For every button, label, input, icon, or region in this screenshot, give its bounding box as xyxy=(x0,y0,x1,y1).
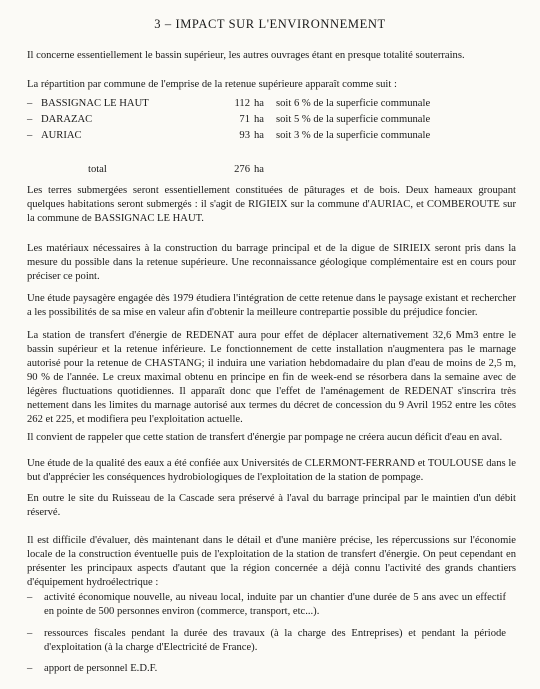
paragraph-submerged-lands: Les terres submergées seront essentiellement constituées de pâturages et de bois. Deux hameaux groupant quelques habitations seront submergés : il s'agit de RIGIEIX sur la commune d'AURIAC, et COMBEROUTE sur la commune de BASSIGNAC LE HAUT. xyxy=(27,185,516,224)
paragraph-repartition-intro: La répartition par commune de l'emprise de la retenue supérieure apparaît comme suit : xyxy=(27,79,397,90)
paragraph-no-deficit: Il convient de rappeler que cette station de transfert d'énergie par pompage ne créera aucun déficit d'eau en aval. xyxy=(27,432,503,443)
commune-share: soit 3 % de la superficie communale xyxy=(276,130,431,141)
bullet-text: apport de personnel E.D.F. xyxy=(44,663,158,674)
total-hectares: 276 xyxy=(234,164,250,175)
paragraph-landscape-study: Une étude paysagère engagée dès 1979 étudiera l'intégration de cette retenue dans le paysage existant et rechercher a les possibilités de sa mise en valeur afin d'obtenir la meilleure contrepartie possible du préjudice foncier. xyxy=(27,293,516,318)
paragraph-redenat-station: La station de transfert d'énergie de REDENAT aura pour effet de déplacer alternativement 32,6 Mm3 entre le bassin supérieur et la retenue inférieure. Le fonctionnement de cette installation n'augmentera pas le marnage autorisé pour la retenue de CHASTANG; il induira une variation hebdomadaire du plan d'eau de moins de 2,5 m, 90 % de l'année. Le creux maximal obtenu en principe en fin de week-end se résorbera dans la semaine avec de légères fluctuations quotidiennes. Il apparaît donc que l'effet de l'aménagement de REDENAT s'inscrira très nettement dans les limites du marnage autorisé aux termes du décret de concession du 9 Avril 1952 entre les côtes 262 et 225, et modifiera peu l'exploitation actuelle. xyxy=(27,330,516,425)
commune-hectares: 112 xyxy=(234,98,250,109)
commune-hectares: 71 xyxy=(239,114,250,125)
commune-name: BASSIGNAC LE HAUT xyxy=(41,98,149,109)
bullet-dash: – xyxy=(27,663,33,674)
bullet-dash: – xyxy=(27,628,33,639)
table-row xyxy=(27,129,430,145)
commune-share: soit 5 % de la superficie communale xyxy=(276,114,431,125)
total-row xyxy=(27,145,430,179)
paragraph-water-quality: Une étude de la qualité des eaux a été confiée aux Universités de CLERMONT-FERRAND et TOULOUSE dans le but d'apprécier les conséquences hydrobiologiques de l'exploitation de la station de pompage. xyxy=(27,458,516,483)
paragraph-scope: Il concerne essentiellement le bassin supérieur, les autres ouvrages étant en presque totalité souterrains. xyxy=(27,50,465,61)
commune-area-table xyxy=(27,97,430,179)
bullet-text: ressources fiscales pendant la durée des travaux (à la charge des Entreprises) et pendant la période d'exploitation (à la charge d'Electricité de France). xyxy=(44,628,506,653)
paragraph-cascade-site: En outre le site du Ruisseau de la Cascade sera préservé à l'aval du barrage principal par le maintien d'un débit réservé. xyxy=(27,493,516,518)
section-heading: 3 – IMPACT SUR L'ENVIRONNEMENT xyxy=(154,17,386,31)
paragraph-economy: Il est difficile d'évaluer, dès maintenant dans le détail et d'une manière précise, les répercussions sur l'économie locale de la construction éventuelle puis de l'exploitation de la station de transfert d'énergie. On peut cependant en présenter les principaux aspects d'autant que la région concernée a déjà connu l'activité des grands chantiers d'équipement hydroélectrique : xyxy=(27,535,516,588)
row-dash: – xyxy=(27,114,33,125)
bullet-text: activité économique nouvelle, au niveau local, induite par un chantier d'une durée de 5 ans avec un effectif en pointe de 500 personnes environ (commerce, transport, etc...). xyxy=(44,592,506,617)
commune-hectares: 93 xyxy=(239,130,250,141)
row-dash: – xyxy=(27,98,33,109)
table-row xyxy=(27,97,430,113)
commune-name: AURIAC xyxy=(41,130,82,141)
hectare-unit: ha xyxy=(254,98,264,109)
row-dash: – xyxy=(27,130,33,141)
hectare-unit: ha xyxy=(254,164,264,175)
hectare-unit: ha xyxy=(254,114,264,125)
commune-share: soit 6 % de la superficie communale xyxy=(276,98,431,109)
commune-name: DARAZAC xyxy=(41,114,93,125)
table-row xyxy=(27,113,430,129)
hectare-unit: ha xyxy=(254,130,264,141)
paragraph-materials: Les matériaux nécessaires à la construction du barrage principal et de la digue de SIRIEIX seront pris dans la mesure du possible dans la retenue supérieure. Une reconnaissance géologique complémentaire est en cours pour préciser ce point. xyxy=(27,243,516,282)
total-label: total xyxy=(88,164,107,175)
bullet-dash: – xyxy=(27,592,33,603)
